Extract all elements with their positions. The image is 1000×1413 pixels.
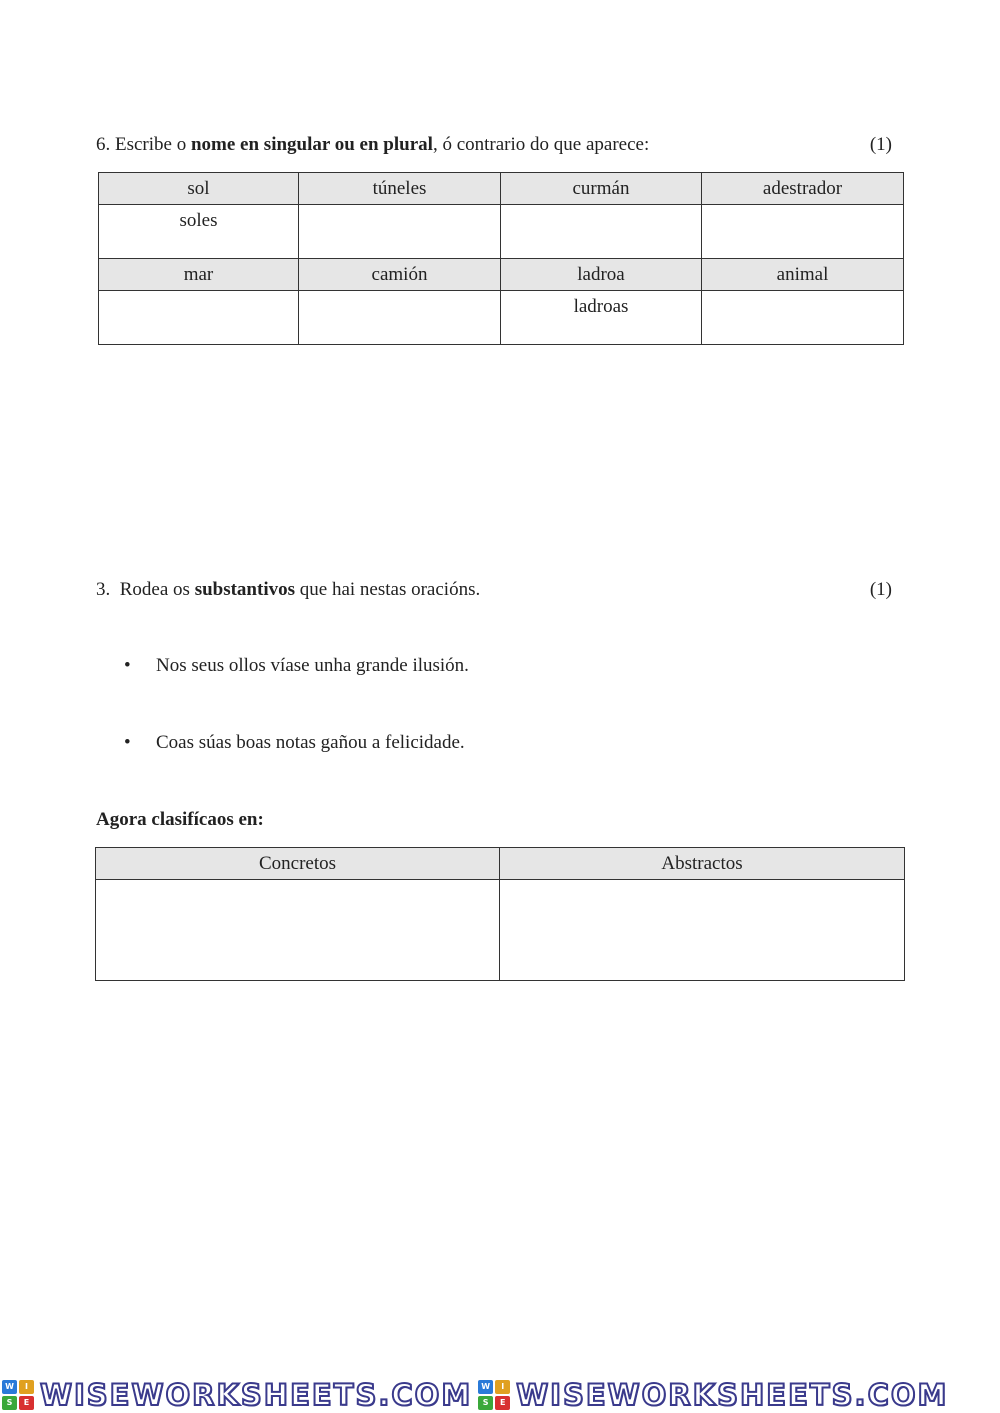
column-header-abstractos: Abstractos	[500, 848, 905, 880]
logo-letter: W	[2, 1380, 17, 1394]
answer-cell[interactable]	[702, 205, 904, 259]
question-3-text-bold: substantivos	[194, 579, 296, 600]
bullet-icon: •	[124, 655, 131, 676]
logo-icon	[2, 1380, 34, 1410]
answer-cell[interactable]	[702, 291, 904, 345]
word-cell: animal	[702, 259, 904, 291]
answer-cell[interactable]	[299, 291, 501, 345]
classification-table	[95, 847, 905, 981]
logo-letter: E	[495, 1396, 510, 1410]
classify-label: Agora clasifícaos en:	[96, 809, 264, 830]
answer-cell[interactable]	[99, 291, 299, 345]
question-6-text-before: Escribe o	[115, 134, 187, 155]
singular-plural-table	[98, 172, 904, 345]
word-cell: adestrador	[702, 173, 904, 205]
word-cell: curmán	[501, 173, 702, 205]
logo-letter: S	[2, 1396, 17, 1410]
footer-watermark	[0, 1376, 1000, 1413]
question-3-text-before: Rodea os	[119, 579, 190, 600]
answer-cell[interactable]: soles	[99, 205, 299, 259]
watermark-text: WISEWORKSHEETS.COM	[40, 1377, 473, 1412]
logo-icon	[478, 1380, 510, 1410]
bullet-icon: •	[124, 732, 131, 753]
logo-letter: W	[478, 1380, 493, 1394]
answer-cell[interactable]	[501, 205, 702, 259]
question-3-line	[96, 579, 892, 601]
question-3-text-after: que hai nestas oracións.	[299, 579, 481, 600]
watermark-text: WISEWORKSHEETS.COM	[516, 1377, 949, 1412]
logo-letter: S	[478, 1396, 493, 1410]
question-6-number: 6.	[96, 134, 111, 155]
logo-letter: I	[19, 1380, 34, 1394]
answer-cell[interactable]	[500, 880, 905, 981]
question-6-text-after: , ó contrario do que aparece:	[432, 134, 650, 155]
column-header-concretos: Concretos	[96, 848, 500, 880]
question-6-line	[96, 134, 892, 156]
answer-cell[interactable]	[299, 205, 501, 259]
word-cell: camión	[299, 259, 501, 291]
logo-letter: E	[19, 1396, 34, 1410]
sentence-text[interactable]: Nos seus ollos víase unha grande ilusión.	[156, 655, 469, 676]
table-row	[96, 880, 905, 981]
question-6-points: (1)	[869, 134, 892, 155]
table-row	[99, 205, 904, 259]
word-cell: ladroa	[501, 259, 702, 291]
table-row	[99, 173, 904, 205]
table-row	[99, 259, 904, 291]
table-row	[99, 291, 904, 345]
question-3-number: 3.	[96, 579, 111, 600]
logo-letter: I	[495, 1380, 510, 1394]
sentence-text[interactable]: Coas súas boas notas gañou a felicidade.	[156, 732, 465, 753]
word-cell: túneles	[299, 173, 501, 205]
answer-cell[interactable]: ladroas	[501, 291, 702, 345]
word-cell: mar	[99, 259, 299, 291]
answer-cell[interactable]	[96, 880, 500, 981]
question-6-text-bold: nome en singular ou en plural	[190, 134, 433, 155]
table-row	[96, 848, 905, 880]
word-cell: sol	[99, 173, 299, 205]
question-3-points: (1)	[869, 579, 892, 600]
